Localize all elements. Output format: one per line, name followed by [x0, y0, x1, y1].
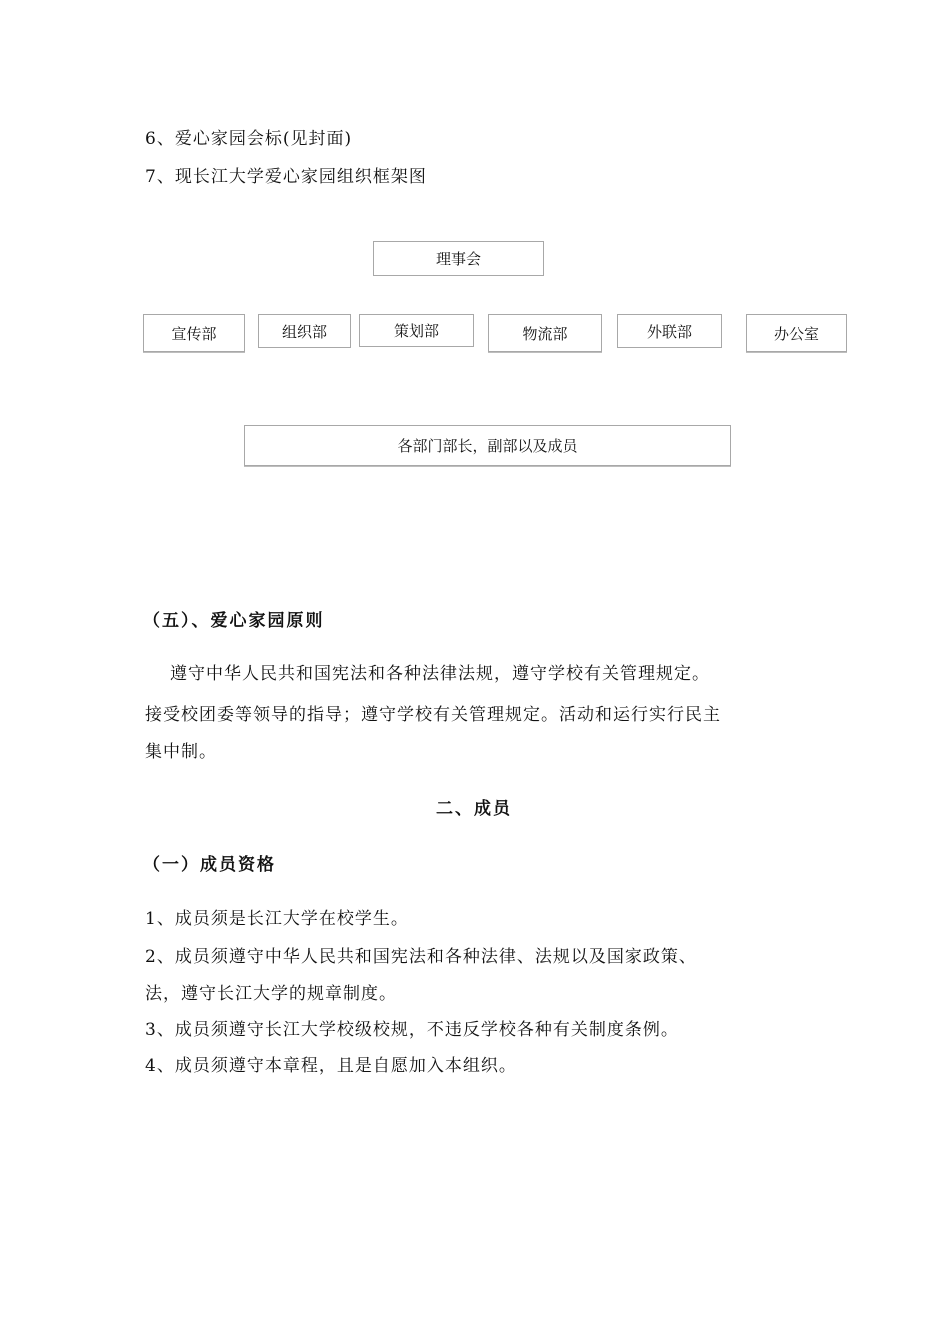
- member-rule-1: 1、成员须是长江大学在校学生。: [145, 909, 409, 929]
- principles-heading: （五）、爱心家园原则: [143, 611, 325, 631]
- principles-line-1: 遵守中华人民共和国宪法和各种法律法规，遵守学校有关管理规定。: [170, 664, 710, 684]
- member-rule-2-cont: 法，遵守长江大学的规章制度。: [145, 984, 397, 1004]
- principles-line-2: 接受校团委等领导的指导；遵守学校有关管理规定。活动和运行实行民主: [145, 705, 721, 725]
- member-rule-3: 3、成员须遵守长江大学校级校规，不违反学校各种有关制度条例。: [145, 1020, 679, 1040]
- list-item-7: 7、现长江大学爱心家园组织框架图: [145, 167, 427, 187]
- list-item-6: 6、爱心家园会标(见封面): [145, 129, 353, 149]
- org-box-planning: 策划部: [359, 314, 474, 347]
- member-rule-4: 4、成员须遵守本章程，且是自愿加入本组织。: [145, 1056, 517, 1076]
- org-box-office: 办公室: [746, 314, 847, 352]
- org-box-external: 外联部: [617, 314, 722, 348]
- org-box-members: 各部门部长，副部以及成员: [244, 425, 731, 466]
- org-box-publicity: 宣传部: [143, 314, 245, 352]
- principles-line-3: 集中制。: [145, 742, 217, 762]
- org-box-organization: 组织部: [258, 314, 351, 348]
- org-box-logistics: 物流部: [488, 314, 602, 352]
- members-title: 二、成员: [436, 799, 512, 819]
- member-rule-2: 2、成员须遵守中华人民共和国宪法和各种法律、法规以及国家政策、: [145, 947, 697, 967]
- org-box-council: 理事会: [373, 241, 544, 276]
- members-subheading: （一）成员资格: [143, 855, 276, 875]
